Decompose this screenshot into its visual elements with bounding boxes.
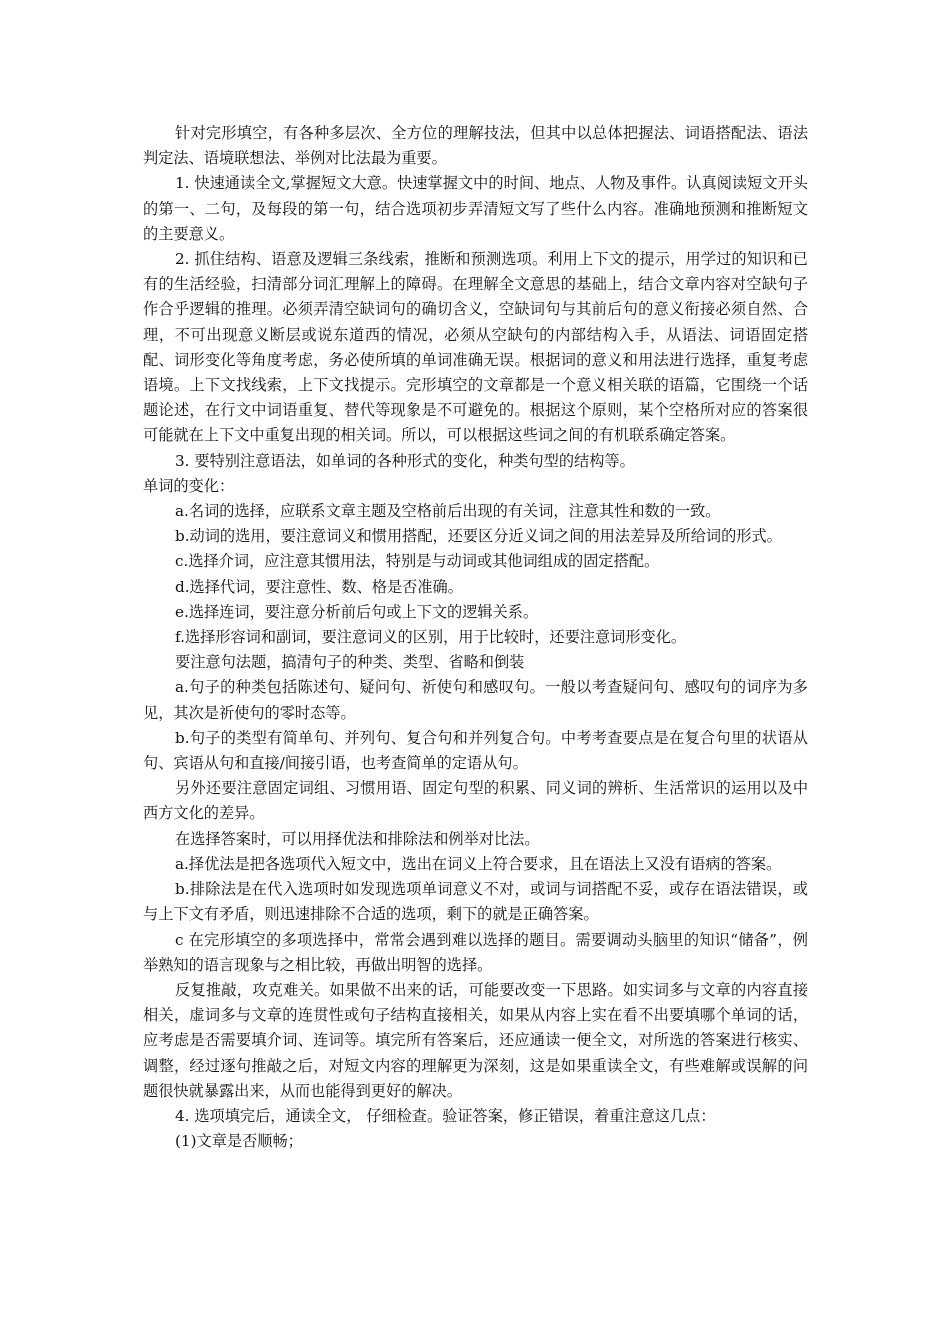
paragraph-syntax-a: a.句子的种类包括陈述句、疑问句、祈使句和感叹句。一般以考查疑问句、感叹句的词序为多见，其次是祈使句的零时态等。	[143, 678, 808, 722]
paragraph-word-a: a.名词的选择，应联系文章主题及空格前后出现的有关词，注意其性和数的一致。	[175, 502, 721, 521]
paragraph-review: 反复推敲，攻克难关。如果做不出来的话，可能要改变一下思路。如实词多与文章的内容直接相关，虚词多与文章的连贯性或句子结构直接相关，如果从内容上实在看不出要填哪个单词的话，应考虑是否需要填介词、连词等。填完所有答案后，还应通读一便全文，对所选的答案进行核实、调整，经过逐句推敲之后，对短文内容的理解更为深刻，这是如果重读全文，有些难解或误解的问题很快就暴露出来，从而也能得到更好的解决。	[143, 980, 808, 1100]
document-body	[143, 121, 808, 1154]
subheading-word-changes: 单词的变化：	[143, 476, 235, 495]
paragraph-word-c: c.选择介词，应注意其惯用法，特别是与动词或其他词组成的固定搭配。	[175, 552, 660, 571]
paragraph-syntax-intro: 要注意句法题，搞清句子的种类、类型、省略和倒装	[175, 653, 525, 672]
paragraph-step-3: 3. 要特别注意语法，如单词的各种形式的变化，种类句型的结构等。	[175, 451, 635, 470]
paragraph-syntax-b: b.句子的类型有简单句、并列句、复合句和并列复合句。中考考查要点是在复合句里的状语从句、宾语从句和直接/间接引语，也考查简单的定语从句。	[143, 728, 808, 773]
paragraph-choice-methods: 在选择答案时，可以用择优法和排除法和例举对比法。	[175, 829, 540, 848]
paragraph-check-1: (1)文章是否顺畅；	[175, 1132, 303, 1151]
paragraph-step-1: 1. 快速通读全文,掌握短文大意。快速掌握文中的时间、地点、人物及事件。认真阅读短文开头的第一、二句，及每段的第一句，结合选项初步弄清短文写了些什么内容。准确地预测和推断短文的主要意义。	[143, 174, 808, 243]
paragraph-method-c: c 在完形填空的多项选择中，常常会遇到难以选择的题目。需要调动头脑里的知识“储备”，例举熟知的语言现象与之相比较，再做出明智的选择。	[143, 930, 808, 974]
paragraph-word-e: e.选择连词，要注意分析前后句或上下文的逻辑关系。	[175, 602, 539, 621]
paragraph-step-2: 2. 抓住结构、语意及逻辑三条线索，推断和预测选项。利用上下文的提示，用学过的知识和已有的生活经验，扫清部分词汇理解上的障碍。在理解全文意思的基础上，结合文章内容对空缺句子作合乎逻辑的推理。必须弄清空缺词句的确切含义，空缺词句与其前后句的意义衔接必须自然、合理，不可出现意义断层或说东道西的情况，必须从空缺句的内部结构入手，从语法、词语固定搭配、词形变化等角度考虑，务必使所填的单词准确无误。根据词的意义和用法进行选择，重复考虑语境。上下文找线索，上下文找提示。完形填空的文章都是一个意义相关联的语篇，它围绕一个话题论述，在行文中词语重复、替代等现象是不可避免的。根据这个原则，某个空格所对应的答案很可能就在上下文中重复出现的相关词。所以，可以根据这些词之间的有机联系确定答案。	[143, 250, 808, 445]
paragraph-word-d: d.选择代词，要注意性、数、格是否准确。	[175, 577, 463, 596]
paragraph-step-4: 4. 选项填完后，通读全文， 仔细检查。验证答案，修正错误，着重注意这几点：	[175, 1106, 716, 1125]
paragraph-word-b: b.动词的选用，要注意词义和惯用搭配，还要区分近义词之间的用法差异及所给词的形式。	[175, 527, 782, 546]
paragraph-word-f: f.选择形容词和副词，要注意词义的区别，用于比较时，还要注意词形变化。	[175, 628, 687, 647]
paragraph-other-notes: 另外还要注意固定词组、习惯用语、固定句型的积累、同义词的辨析、生活常识的运用以及中西方文化的差异。	[143, 779, 808, 823]
paragraph-intro: 针对完形填空，有各种多层次、全方位的理解技法，但其中以总体把握法、词语搭配法、语法判定法、语境联想法、举例对比法最为重要。	[143, 124, 808, 168]
paragraph-method-a: a.择优法是把各选项代入短文中，选出在词义上符合要求，且在语法上又没有语病的答案。	[175, 854, 782, 873]
paragraph-method-b: b.排除法是在代入选项时如发现选项单词意义不对，或词与词搭配不妥，或存在语法错误，或与上下文有矛盾，则迅速排除不合适的选项，剩下的就是正确答案。	[143, 880, 808, 924]
